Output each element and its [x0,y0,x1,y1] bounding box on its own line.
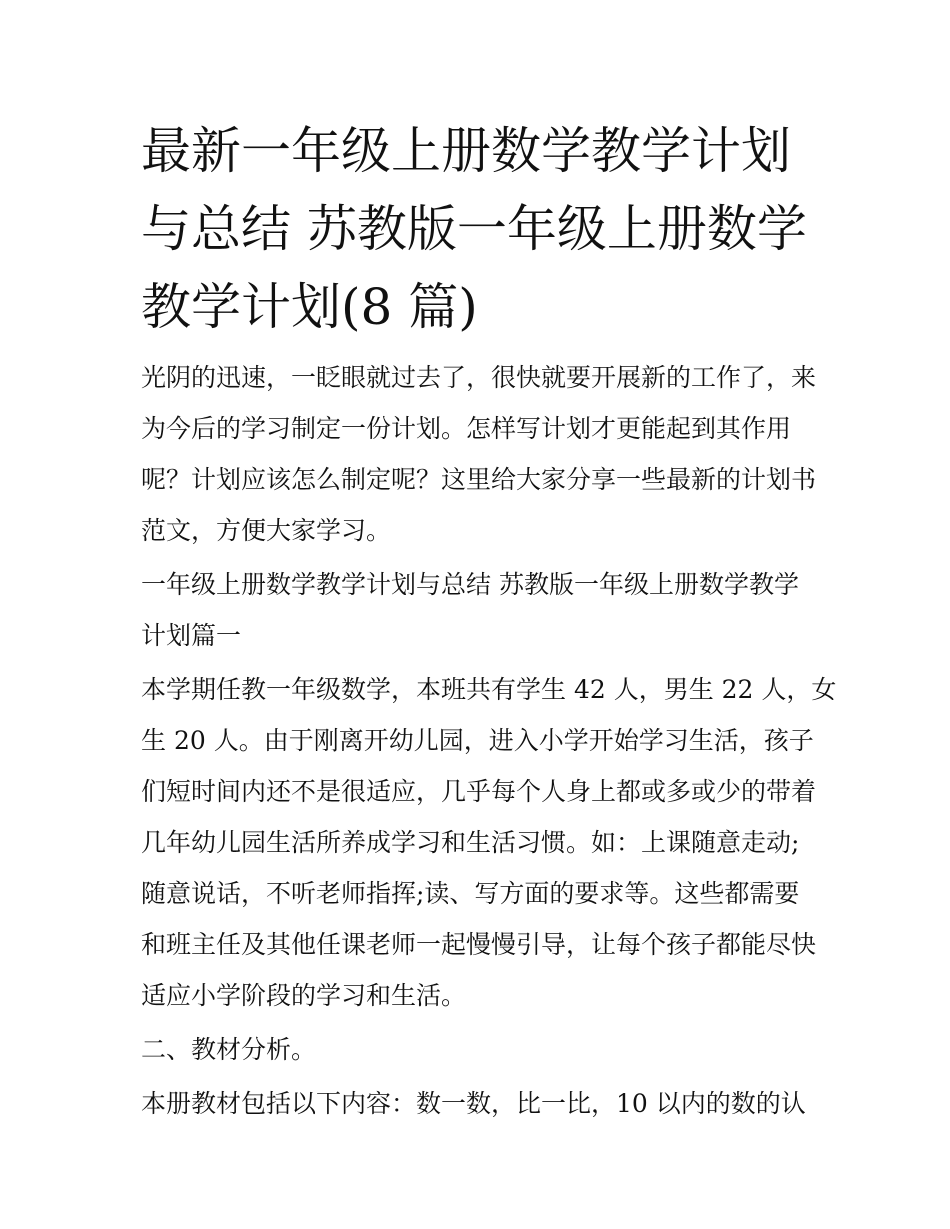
text-line: 本学期任教一年级数学，本班共有学生 42 人，男生 22 人，女 [141,675,837,704]
intro-paragraph [141,352,821,556]
text-line: 们短时间内还不是很适应，几乎每个人身上都或多或少的带着 [141,777,817,806]
text-line: 为今后的学习制定一份计划。怎样写计划才更能起到其作用 [141,414,792,443]
text-line: 呢？计划应该怎么制定呢？这里给大家分享一些最新的计划书 [141,465,817,494]
text-line: 光阴的迅速，一眨眼就过去了，很快就要开展新的工作了，来 [141,363,817,392]
body-paragraph [141,664,837,1021]
title-line: 教学计划(8 篇) [141,278,478,336]
text-line: 和班主任及其他任课老师一起慢慢引导，让每个孩子都能尽快 [141,930,817,959]
title-line: 与总结 苏教版一年级上册数学 [141,200,807,258]
text-line: 本册教材包括以下内容：数一数，比一比，10 以内的数的认 [141,1089,806,1118]
text-line: 随意说话，不听老师指挥;读、写方面的要求等。这些都需要 [141,879,800,908]
section-heading [141,559,821,661]
text-line: 范文，方便大家学习。 [141,516,392,545]
text-line: 适应小学阶段的学习和生活。 [141,981,467,1010]
document-title [141,112,821,346]
text-line: 计划篇一 [141,621,242,650]
text-line: 几年幼儿园生活所养成学习和生活习惯。如：上课随意走动; [141,828,800,857]
text-line: 一年级上册数学教学计划与总结 苏教版一年级上册数学教学 [141,570,799,599]
document-page [141,112,837,1132]
subsection-heading [141,1024,821,1075]
text-line: 二、教材分析。 [141,1035,317,1064]
title-line: 最新一年级上册数学教学计划 [141,122,791,180]
body-paragraph [141,1078,821,1129]
text-line: 生 20 人。由于刚离开幼儿园，进入小学开始学习生活，孩子 [141,726,814,755]
